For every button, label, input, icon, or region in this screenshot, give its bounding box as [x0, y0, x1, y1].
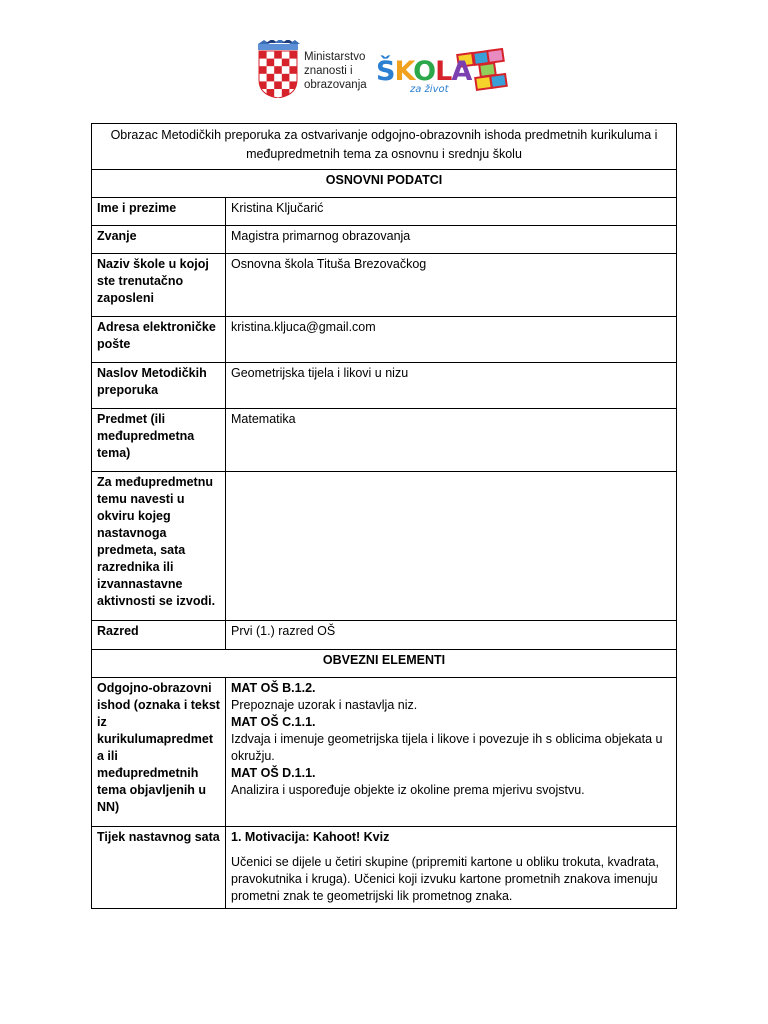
row-label: Ime i prezime [92, 198, 226, 226]
lesson-flow-row [92, 827, 677, 909]
svg-text:ŠKOLA: ŠKOLA [376, 56, 472, 87]
outcome-text: Prepoznaje uzorak i nastavlja niz. [231, 698, 418, 712]
outcome-text: Izdvaja i imenuje geometrijska tijela i likove i povezuje ih s oblicima objekata u okružju. [231, 732, 663, 763]
row-value: Kristina Ključarić [226, 198, 677, 226]
table-row [92, 472, 677, 621]
outcome-code: MAT OŠ B.1.2. [231, 681, 316, 695]
row-value: Geometrijska tijela i likovi u nizu [226, 363, 677, 409]
table-row [92, 226, 677, 254]
section-basic-data: OSNOVNI PODATCI [92, 170, 677, 198]
skola-za-zivot-logo [376, 46, 512, 96]
outcome-value [226, 678, 677, 827]
row-label: Predmet (ili međupredmetna tema) [92, 409, 226, 472]
section-header-row [92, 650, 677, 678]
lesson-flow-text: Učenici se dijele u četiri skupine (pripremiti kartone u obliku trokuta, kvadrata, pravokutnika i kruga). Učenici koji izvuku kartone prometnih znakova imenuju prometni znak te geometrijski lik prometnog znaka. [231, 855, 659, 903]
table-row [92, 317, 677, 363]
lesson-flow-value [226, 827, 677, 909]
row-label: Zvanje [92, 226, 226, 254]
section-header-row [92, 170, 677, 198]
lesson-flow-heading: 1. Motivacija: Kahoot! Kviz [231, 830, 390, 844]
header-logos [256, 40, 516, 98]
row-value: Magistra primarnog obrazovanja [226, 226, 677, 254]
row-label: Razred [92, 621, 226, 650]
outcome-code: MAT OŠ C.1.1. [231, 715, 316, 729]
logo-tagline: za život [410, 84, 449, 95]
ministry-line-1: Ministarstvo [304, 51, 366, 63]
row-label: Adresa elektroničke pošte [92, 317, 226, 363]
row-value: Matematika [226, 409, 677, 472]
row-label: Naslov Metodičkih preporuka [92, 363, 226, 409]
outcome-row [92, 678, 677, 827]
row-label: Naziv škole u kojoj ste trenutačno zaposleni [92, 254, 226, 317]
table-row [92, 198, 677, 226]
ministry-name [304, 50, 367, 92]
form-title: Obrazac Metodičkih preporuka za ostvarivanje odgojno-obrazovnih ishoda predmetnih kurikuluma i međupredmetnih tema za osnovnu i srednju školu [92, 124, 677, 170]
ministry-line-2: znanosti i [304, 65, 353, 77]
row-label: Za međupredmetnu temu navesti u okviru kojeg nastavnoga predmeta, sata razrednika ili izvannastavne aktivnosti se izvodi. [92, 472, 226, 621]
table-row [92, 254, 677, 317]
outcome-label: Odgojno-obrazovni ishod (oznaka i tekst iz kurikulumapredmet a ili međupredmetnih tema objavljenih u NN) [92, 678, 226, 827]
croatian-coat-of-arms-icon [256, 40, 300, 98]
outcome-code: MAT OŠ D.1.1. [231, 766, 316, 780]
section-mandatory-elements: OBVEZNI ELEMENTI [92, 650, 677, 678]
ministry-line-3: obrazovanja [304, 79, 367, 91]
row-value [226, 472, 677, 621]
row-value: Prvi (1.) razred OŠ [226, 621, 677, 650]
table-row [92, 621, 677, 650]
table-row [92, 363, 677, 409]
form-title-row [92, 124, 677, 170]
lesson-flow-label: Tijek nastavnog sata [92, 827, 226, 909]
row-value: kristina.kljuca@gmail.com [226, 317, 677, 363]
outcome-text: Analizira i uspoređuje objekte iz okoline prema mjerivu svojstvu. [231, 783, 585, 797]
table-row [92, 409, 677, 472]
methodical-recommendations-form [91, 123, 677, 909]
row-value: Osnovna škola Tituša Brezovačkog [226, 254, 677, 317]
